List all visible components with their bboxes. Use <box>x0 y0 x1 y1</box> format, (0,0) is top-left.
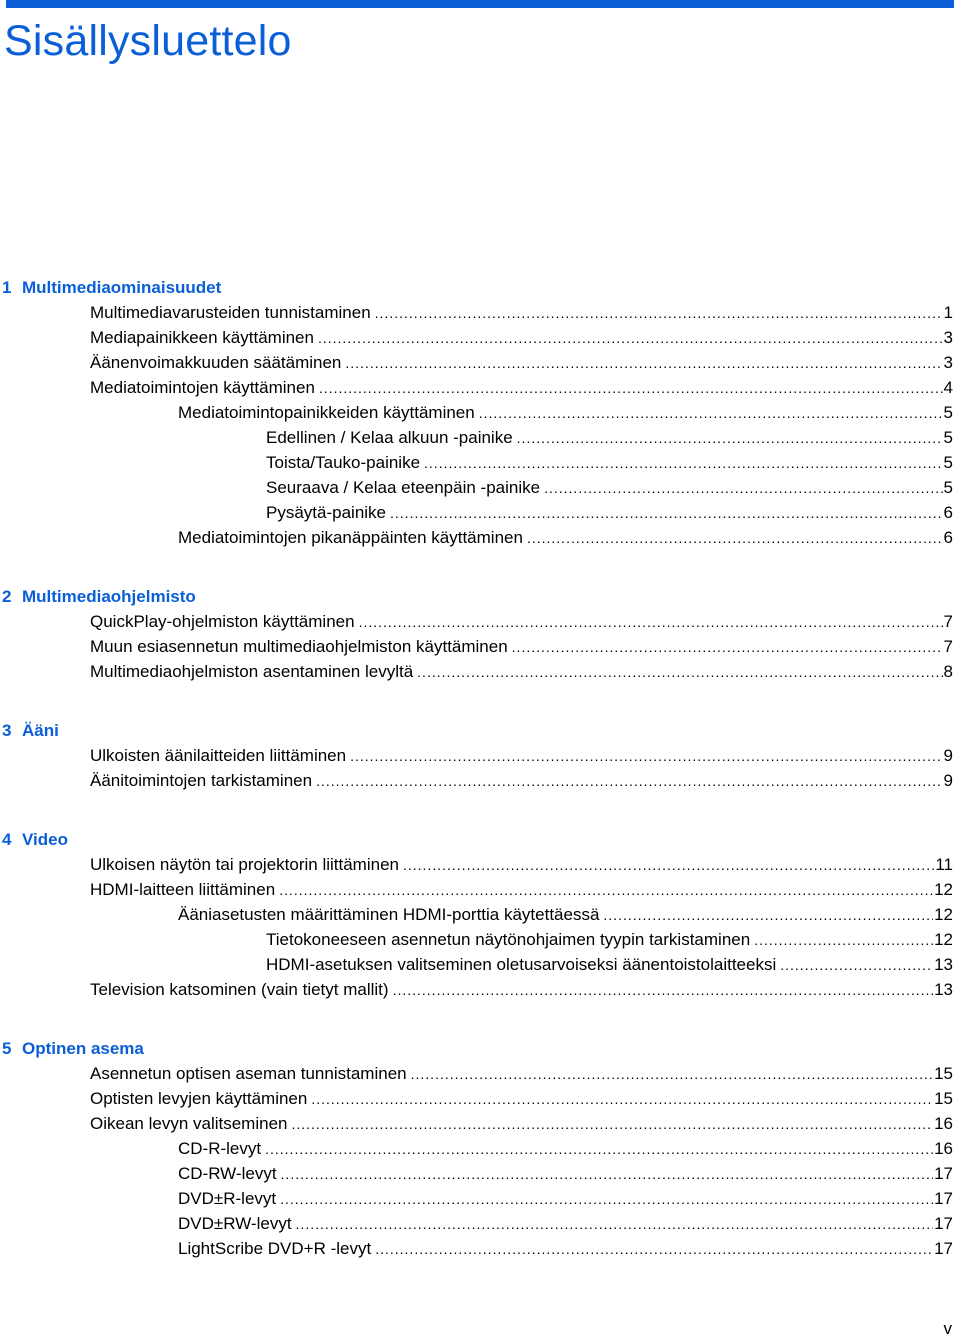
chapter-title: Optinen asema <box>22 1039 144 1058</box>
toc-entry[interactable] <box>0 325 953 350</box>
toc-entry[interactable] <box>0 400 953 425</box>
toc-entry-page: 5 <box>943 478 953 497</box>
toc-entry-label: Mediapainikkeen käyttäminen <box>90 328 314 347</box>
toc-entry-page: 16 <box>934 1139 953 1158</box>
toc-entry-label: Oikean levyn valitseminen <box>90 1114 288 1133</box>
toc-entry[interactable] <box>0 659 953 684</box>
dot-leader <box>296 1212 934 1237</box>
toc-entry-label: Ääniasetusten määrittäminen HDMI-porttia käytettäessä <box>178 905 600 924</box>
dot-leader <box>359 610 943 635</box>
toc-entry-label: Äänitoimintojen tarkistaminen <box>90 771 313 790</box>
toc-entry-label: Asennetun optisen aseman tunnistaminen <box>90 1064 407 1083</box>
chapter-title: Video <box>22 830 68 849</box>
toc-entry-label: DVD±R-levyt <box>178 1189 277 1208</box>
toc-entry[interactable] <box>0 475 953 500</box>
toc-entry[interactable] <box>0 877 953 902</box>
toc-entry[interactable] <box>0 1186 953 1211</box>
dot-leader <box>527 526 943 551</box>
toc-entry[interactable] <box>0 1136 953 1161</box>
toc-entry-label: Ulkoisten äänilaitteiden liittäminen <box>90 746 347 765</box>
toc-entry-page: 9 <box>943 771 953 790</box>
chapter-title: Multimediaohjelmisto <box>22 587 196 606</box>
chapter-heading[interactable] <box>0 275 960 300</box>
chapter-number: 2 <box>2 587 12 606</box>
toc-entry-label: Multimediaohjelmiston asentaminen levyltä <box>90 662 414 681</box>
toc-chapter <box>0 827 960 1002</box>
toc-entry-page: 9 <box>943 746 953 765</box>
toc-entry-page: 12 <box>934 930 953 949</box>
toc-entry[interactable] <box>0 1161 953 1186</box>
toc-entry[interactable] <box>0 1061 953 1086</box>
toc-entry-page: 7 <box>943 637 953 656</box>
toc-entry-page: 15 <box>934 1064 953 1083</box>
toc-entry-label: Mediatoimintojen käyttäminen <box>90 378 315 397</box>
dot-leader <box>279 878 933 903</box>
dot-leader <box>280 1187 933 1212</box>
dot-leader <box>390 501 943 526</box>
toc-entry-label: Edellinen / Kelaa alkuun -painike <box>266 428 513 447</box>
table-of-contents <box>0 275 960 1295</box>
dot-leader <box>512 635 943 660</box>
toc-entry-page: 15 <box>934 1089 953 1108</box>
dot-leader <box>318 326 943 351</box>
toc-entry-label: Muun esiasennetun multimediaohjelmiston käyttäminen <box>90 637 508 656</box>
toc-entry[interactable] <box>0 634 953 659</box>
toc-entry-label: HDMI-laitteen liittäminen <box>90 880 276 899</box>
dot-leader <box>350 744 942 769</box>
toc-entry-label: Tietokoneeseen asennetun näytönohjaimen tyypin tarkistaminen <box>266 930 751 949</box>
dot-leader <box>291 1112 933 1137</box>
toc-entry[interactable] <box>0 300 953 325</box>
toc-entry-page: 17 <box>934 1214 953 1233</box>
dot-leader <box>375 301 943 326</box>
dot-leader <box>345 351 942 376</box>
toc-entry-page: 13 <box>934 980 953 999</box>
toc-entry[interactable] <box>0 375 953 400</box>
toc-entry-label: Pysäytä-painike <box>266 503 387 522</box>
dot-leader <box>479 401 943 426</box>
toc-entry[interactable] <box>0 425 953 450</box>
chapter-title: Ääni <box>22 721 59 740</box>
dot-leader <box>780 953 933 978</box>
toc-entry[interactable] <box>0 927 953 952</box>
toc-entry-label: Toista/Tauko-painike <box>266 453 421 472</box>
toc-entry-label: Multimediavarusteiden tunnistaminen <box>90 303 371 322</box>
toc-entry-page: 8 <box>943 662 953 681</box>
toc-entry[interactable] <box>0 1236 953 1261</box>
toc-entry[interactable] <box>0 1211 953 1236</box>
top-rule <box>6 0 954 8</box>
dot-leader <box>403 853 934 878</box>
toc-entry-label: Television katsominen (vain tietyt mallit) <box>90 980 389 999</box>
toc-entry-page: 16 <box>934 1114 953 1133</box>
toc-entry-page: 17 <box>934 1164 953 1183</box>
dot-leader <box>754 928 933 953</box>
dot-leader <box>319 376 943 401</box>
chapter-number: 1 <box>2 278 12 297</box>
dot-leader <box>375 1237 933 1262</box>
dot-leader <box>265 1137 933 1162</box>
toc-chapter <box>0 275 960 550</box>
toc-entry-page: 13 <box>934 955 953 974</box>
toc-entry-page: 17 <box>934 1239 953 1258</box>
toc-entry[interactable] <box>0 350 953 375</box>
toc-entry-label: CD-RW-levyt <box>178 1164 277 1183</box>
toc-chapter <box>0 718 960 793</box>
toc-entry-page: 1 <box>943 303 953 322</box>
page-title: Sisällysluettelo <box>4 17 292 65</box>
chapter-number: 4 <box>2 830 12 849</box>
toc-entry-label: Seuraava / Kelaa eteenpäin -painike <box>266 478 541 497</box>
toc-chapter <box>0 584 960 684</box>
toc-chapter <box>0 1036 960 1261</box>
dot-leader <box>603 903 933 928</box>
toc-entry-label: DVD±RW-levyt <box>178 1214 292 1233</box>
toc-entry-page: 5 <box>943 428 953 447</box>
toc-entry[interactable] <box>0 1086 953 1111</box>
toc-entry-page: 6 <box>943 503 953 522</box>
toc-entry-label: Äänenvoimakkuuden säätäminen <box>90 353 342 372</box>
toc-entry-label: Optisten levyjen käyttäminen <box>90 1089 308 1108</box>
toc-entry[interactable] <box>0 525 953 550</box>
page-number: v <box>943 1319 952 1338</box>
toc-entry[interactable] <box>0 902 953 927</box>
chapter-title: Multimediaominaisuudet <box>22 278 222 297</box>
chapter-heading[interactable] <box>0 1036 960 1061</box>
toc-entry[interactable] <box>0 852 953 877</box>
toc-entry[interactable] <box>0 768 953 793</box>
toc-entry[interactable] <box>0 977 953 1002</box>
chapter-number: 3 <box>2 721 12 740</box>
toc-entry-page: 7 <box>943 612 953 631</box>
toc-entry-page: 6 <box>943 528 953 547</box>
dot-leader <box>393 978 934 1003</box>
dot-leader <box>517 426 943 451</box>
dot-leader <box>424 451 943 476</box>
dot-leader <box>311 1087 933 1112</box>
toc-entry-page: 11 <box>935 855 953 874</box>
toc-entry[interactable] <box>0 1111 953 1136</box>
toc-entry-label: CD-R-levyt <box>178 1139 262 1158</box>
dot-leader <box>281 1162 934 1187</box>
toc-entry[interactable] <box>0 500 953 525</box>
toc-entry[interactable] <box>0 450 953 475</box>
dot-leader <box>544 476 942 501</box>
toc-entry[interactable] <box>0 743 953 768</box>
dot-leader <box>316 769 942 794</box>
toc-entry[interactable] <box>0 952 953 977</box>
toc-entry-page: 4 <box>943 378 953 397</box>
toc-entry-page: 3 <box>943 353 953 372</box>
toc-entry[interactable] <box>0 609 953 634</box>
chapter-heading[interactable] <box>0 718 960 743</box>
toc-entry-label: LightScribe DVD+R -levyt <box>178 1239 372 1258</box>
toc-entry-page: 5 <box>943 403 953 422</box>
toc-entry-page: 12 <box>934 880 953 899</box>
toc-entry-label: Ulkoisen näytön tai projektorin liittäminen <box>90 855 399 874</box>
chapter-number: 5 <box>2 1039 12 1058</box>
toc-entry-label: Mediatoimintojen pikanäppäinten käyttäminen <box>178 528 523 547</box>
toc-entry-page: 5 <box>943 453 953 472</box>
toc-entry-page: 17 <box>934 1189 953 1208</box>
chapter-heading[interactable] <box>0 584 960 609</box>
toc-entry-label: HDMI-asetuksen valitseminen oletusarvoiseksi äänentoistolaitteeksi <box>266 955 777 974</box>
chapter-heading[interactable] <box>0 827 960 852</box>
dot-leader <box>417 660 942 685</box>
toc-entry-label: Mediatoimintopainikkeiden käyttäminen <box>178 403 475 422</box>
toc-entry-page: 3 <box>943 328 953 347</box>
toc-entry-label: QuickPlay-ohjelmiston käyttäminen <box>90 612 355 631</box>
toc-entry-page: 12 <box>934 905 953 924</box>
dot-leader <box>411 1062 933 1087</box>
